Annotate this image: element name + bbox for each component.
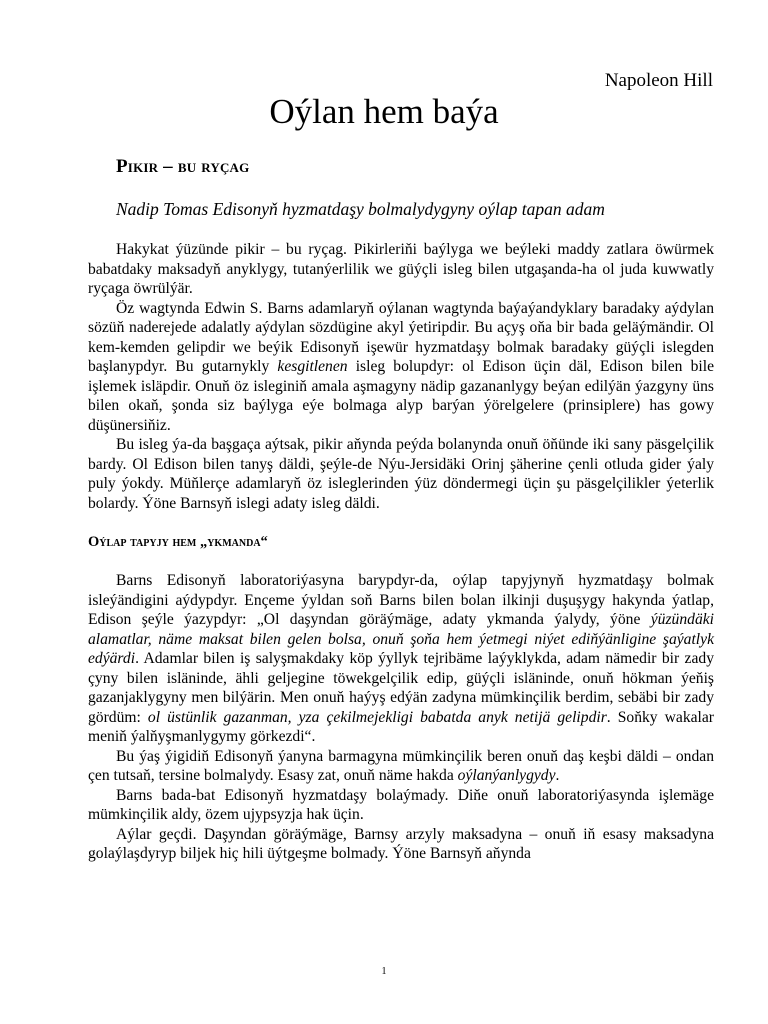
- body-text: [88, 240, 714, 864]
- italic-text: ol üstünlik gazanman, yza çekilmejekligi babatda anyk netijä gelipdir: [147, 708, 607, 726]
- text-run: Barns Edisonyň laboratoriýasyna barypdyr-da, oýlap tapyjynyň hyzmatdaşy bolmak isleýändigini aýdypdyr. Ençeme ýyldan soň Barns bilen bolan ilkinji duşuşygy hakynda ýatlap, Edison şeýle ýazypdyr: „Ol daşyndan göräýmäge, adaty ykmanda ýalydy, ýöne: [88, 572, 714, 628]
- section-heading: Oýlap tapyjy hem „ykmanda“: [88, 534, 268, 550]
- text-run: isleg bolupdyr: ol Edison üçin däl, Edison bilen bile işlemek isläpdir. Onuň öz isleginiň amala aşmagyny nädip gazananlygy beýan edilýän ýazgyny üns bilen okaň, şonda siz baýlyga eýe bolmaga alyp barýan ýörelgelere (prinsiplere) has gowy düşünersiňiz.: [88, 358, 714, 434]
- page-content: [88, 156, 715, 864]
- paragraph: [88, 786, 714, 825]
- text-run: Aýlar geçdi. Daşyndan göräýmäge, Barnsy arzyly maksadyna – onuň iň esasy maksadyna golaýlaşdyryp biljek hiç hili üýtgeşme bolmady. Ýöne Barnsyň aňynda: [88, 825, 714, 862]
- text-run: Barns bada-bat Edisonyň hyzmatdaşy bolaýmady. Diňe onuň laboratoriýasynda işlemäge mümkinçilik aldy, özem ujypsyzja hak üçin.: [88, 786, 714, 823]
- page-number: 1: [381, 966, 387, 977]
- italic-text: kesgitlenen: [277, 358, 348, 375]
- chapter-subtitle: Nadip Tomas Edisonyň hyzmatdaşy bolmalydygyny oýlap tapan adam: [116, 199, 605, 219]
- paragraph: [88, 825, 714, 864]
- paragraph: [88, 747, 714, 786]
- chapter-heading: Pikir – bu ryçag: [116, 156, 250, 177]
- paragraph-group-intro: [88, 240, 714, 513]
- paragraph: [88, 240, 714, 299]
- author-name: Napoleon Hill: [604, 70, 713, 91]
- text-run: . Adamlar bilen iş salyşmakdaky köp ýyllyk tejribäme laýyklykda, adam nämedir bir zady çyny bilen isläninde, ähli geljegine töwekgelçilik edip, güýçli isläninde, onuň hökman ýeňiş gazanjaklygyny men bilýärin. Men onuň haýyş edýän zadyna mümkinçilik berdim, sebäbi bir zady gördüm:: [88, 650, 714, 726]
- text-run: Hakykat ýüzünde pikir – bu ryçag. Pikirleriňi baýlyga we beýleki maddy zatlara öwürmek babatdaky maksadyň anyklygy, tutanýerlilik we güýçli isleg bilen utgaşanda-ha ol juda kuwwatly ryçaga öwrülýär.: [88, 241, 714, 297]
- text-run: Bu isleg ýa-da başgaça aýtsak, pikir aňynda peýda bolanynda onuň öňünde iki sany päsgelçilik bardy. Ol Edison bilen tanyş däldi, şeýle-de Nýu-Jersidäki Orinj şäherine çenli otluda gider ýaly puly ýokdy. Müňlerçe adamlaryň öz isleglerinden ýüz döndermegi üçin şu päsgelçilikler ýeterlik bolardy. Ýöne Barnsyň islegi adaty isleg däldi.: [88, 436, 714, 512]
- paragraph: [88, 435, 714, 513]
- paragraph-group-inventor: [88, 571, 714, 864]
- italic-text: oýlanýanlygydy: [457, 767, 556, 784]
- text-run: Bu ýaş ýigidiň Edisonyň ýanyna barmagyna mümkinçilik beren onuň daş keşbi däldi – ondan çen tutsaň, tersine bolmalydy. Esasy zat, onuň näme hakda: [88, 747, 714, 784]
- text-run: Öz wagtynda Edwin S. Barns adamlaryň oýlanan wagtynda baýaýandyklary baradaky aýdylan sözüň naderejede adalatly aýdylan sözdügine akyl ýetiripdir. Bu açyş oňa bir bada geläýmändir. Ol kem-kemden gelipdir we beýik Edisonyň işewür hyzmatdaşy bolmak baradaky güýçli islegden başlanypdyr. Bu gutarnykly: [88, 299, 714, 375]
- book-title: Oýlan hem baýa: [269, 92, 499, 131]
- text-run: .: [555, 767, 560, 784]
- italic-text: ýüzündäki alamatlar, näme maksat bilen gelen bolsa, onuň şoňa hem ýetmegi niýet ediňýänligine şaýatlyk edýärdi: [88, 611, 714, 667]
- paragraph: [88, 571, 714, 747]
- paragraph: [88, 299, 714, 436]
- text-run: . Soňky wakalar meniň ýalňyşmanlygymy görkezdi“.: [88, 708, 715, 745]
